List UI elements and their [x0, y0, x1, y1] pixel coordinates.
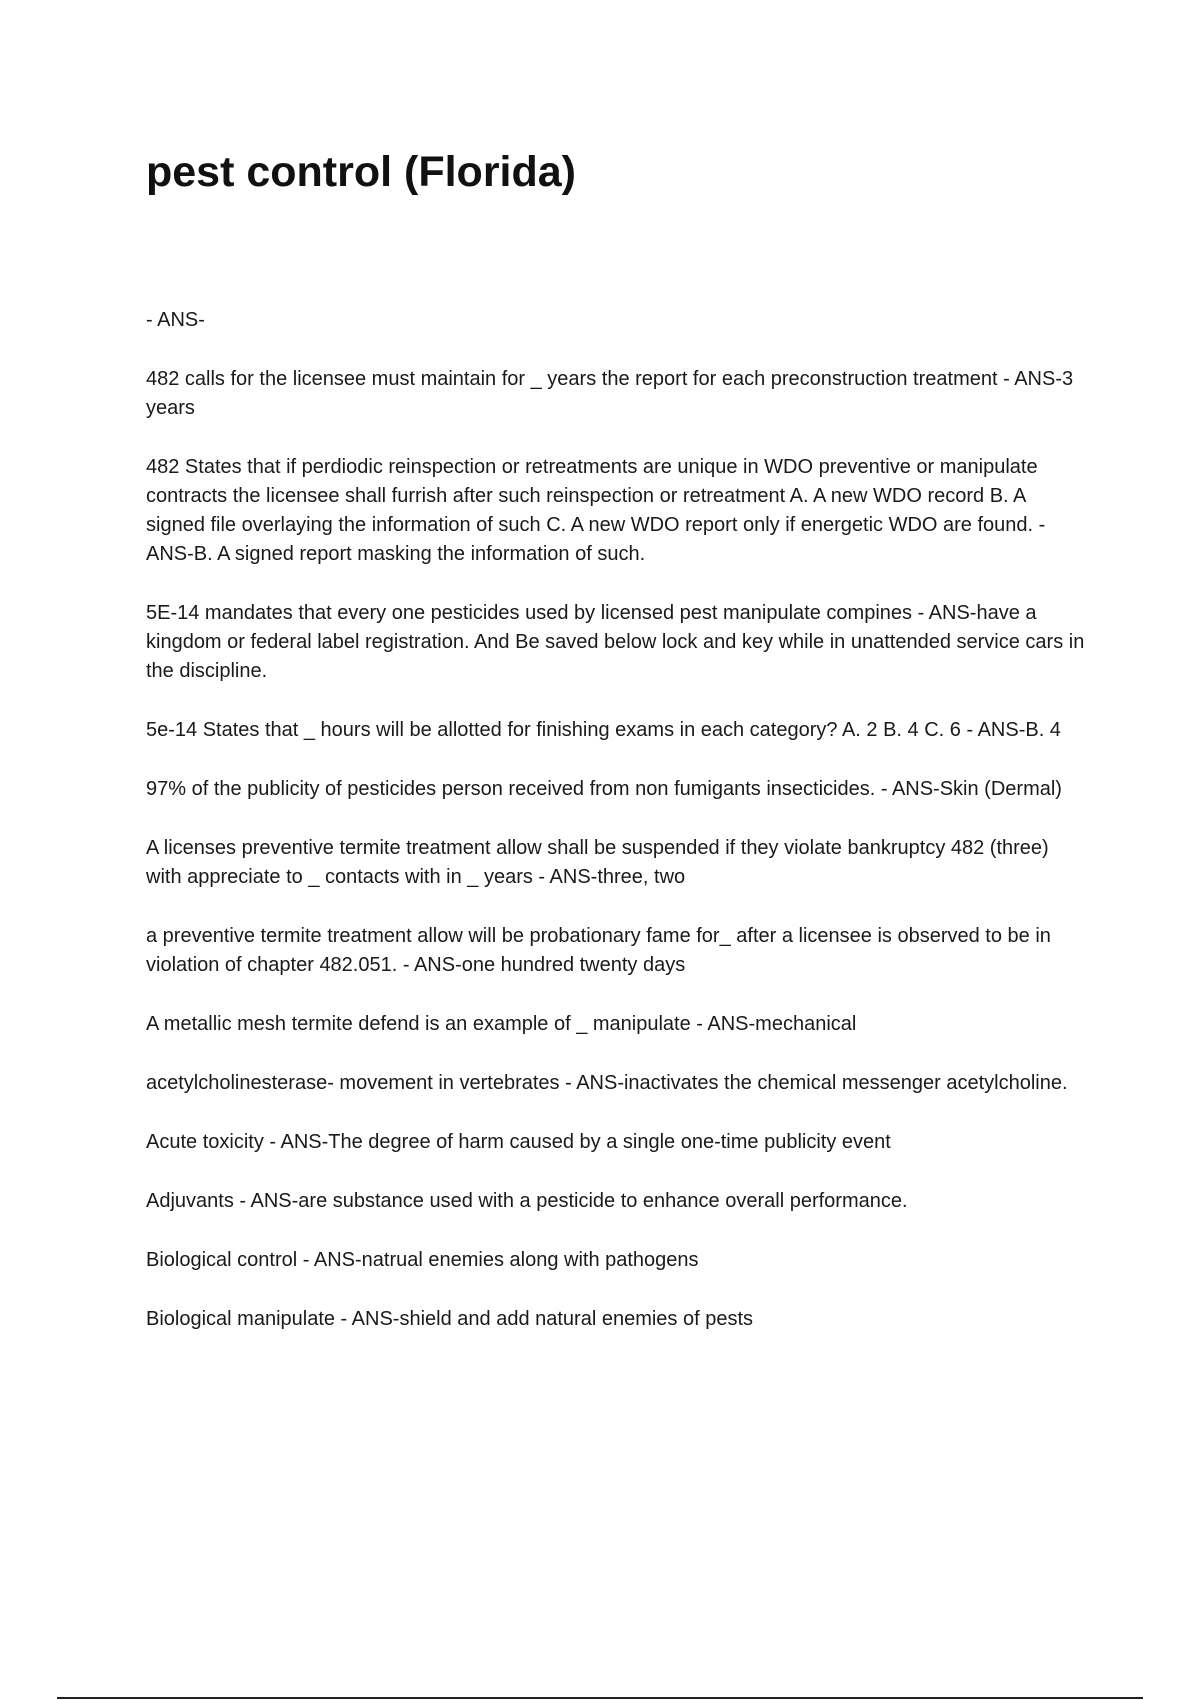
document-title: pest control (Florida): [146, 148, 576, 196]
qa-entry-5: 5e-14 States that _ hours will be allotted for finishing exams in each category? A. 2 B. 4 C. 6 - ANS-B. 4: [146, 719, 1061, 741]
document-body: [146, 306, 1086, 1364]
qa-entry-10: acetylcholinesterase- movement in vertebrates - ANS-inactivates the chemical messenger acetylcholine.: [146, 1072, 1068, 1094]
qa-entry-2: 482 calls for the licensee must maintain for _ years the report for each preconstruction treatment - ANS-3 years: [146, 368, 1074, 419]
qa-entry-14: Biological manipulate - ANS-shield and add natural enemies of pests: [146, 1308, 754, 1330]
qa-entry-4: 5E-14 mandates that every one pesticides used by licensed pest manipulate compines - ANS-have a kingdom or federal label registration. And Be saved below lock and key while in unattended service cars in the discipline.: [146, 602, 1085, 682]
qa-entry-12: Adjuvants - ANS-are substance used with a pesticide to enhance overall performance.: [146, 1190, 908, 1212]
qa-entry-9: A metallic mesh termite defend is an example of _ manipulate - ANS-mechanical: [146, 1013, 857, 1035]
qa-entry-13: Biological control - ANS-natrual enemies along with pathogens: [146, 1249, 699, 1271]
qa-entry-8: a preventive termite treatment allow will be probationary fame for_ after a licensee is observed to be in violation of chapter 482.051. - ANS-one hundred twenty days: [146, 925, 1051, 976]
qa-entry-7: A licenses preventive termite treatment allow shall be suspended if they violate bankruptcy 482 (three) with appreciate to _ contacts with in _ years - ANS-three, two: [146, 837, 1049, 888]
qa-entry-11: Acute toxicity - ANS-The degree of harm caused by a single one-time publicity event: [146, 1131, 891, 1153]
qa-entry-6: 97% of the publicity of pesticides person received from non fumigants insecticides. - ANS-Skin (Dermal): [146, 778, 1062, 800]
qa-entry-3: 482 States that if perdiodic reinspection or retreatments are unique in WDO preventive or manipulate contracts the licensee shall furrish after such reinspection or retreatment A. A new WDO record B. A signed file overlaying the information of such C. A new WDO report only if energetic WDO are found. - ANS-B. A signed report masking the information of such.: [146, 456, 1046, 565]
footer-divider: [57, 1697, 1143, 1699]
qa-entry-1: - ANS-: [146, 309, 205, 331]
